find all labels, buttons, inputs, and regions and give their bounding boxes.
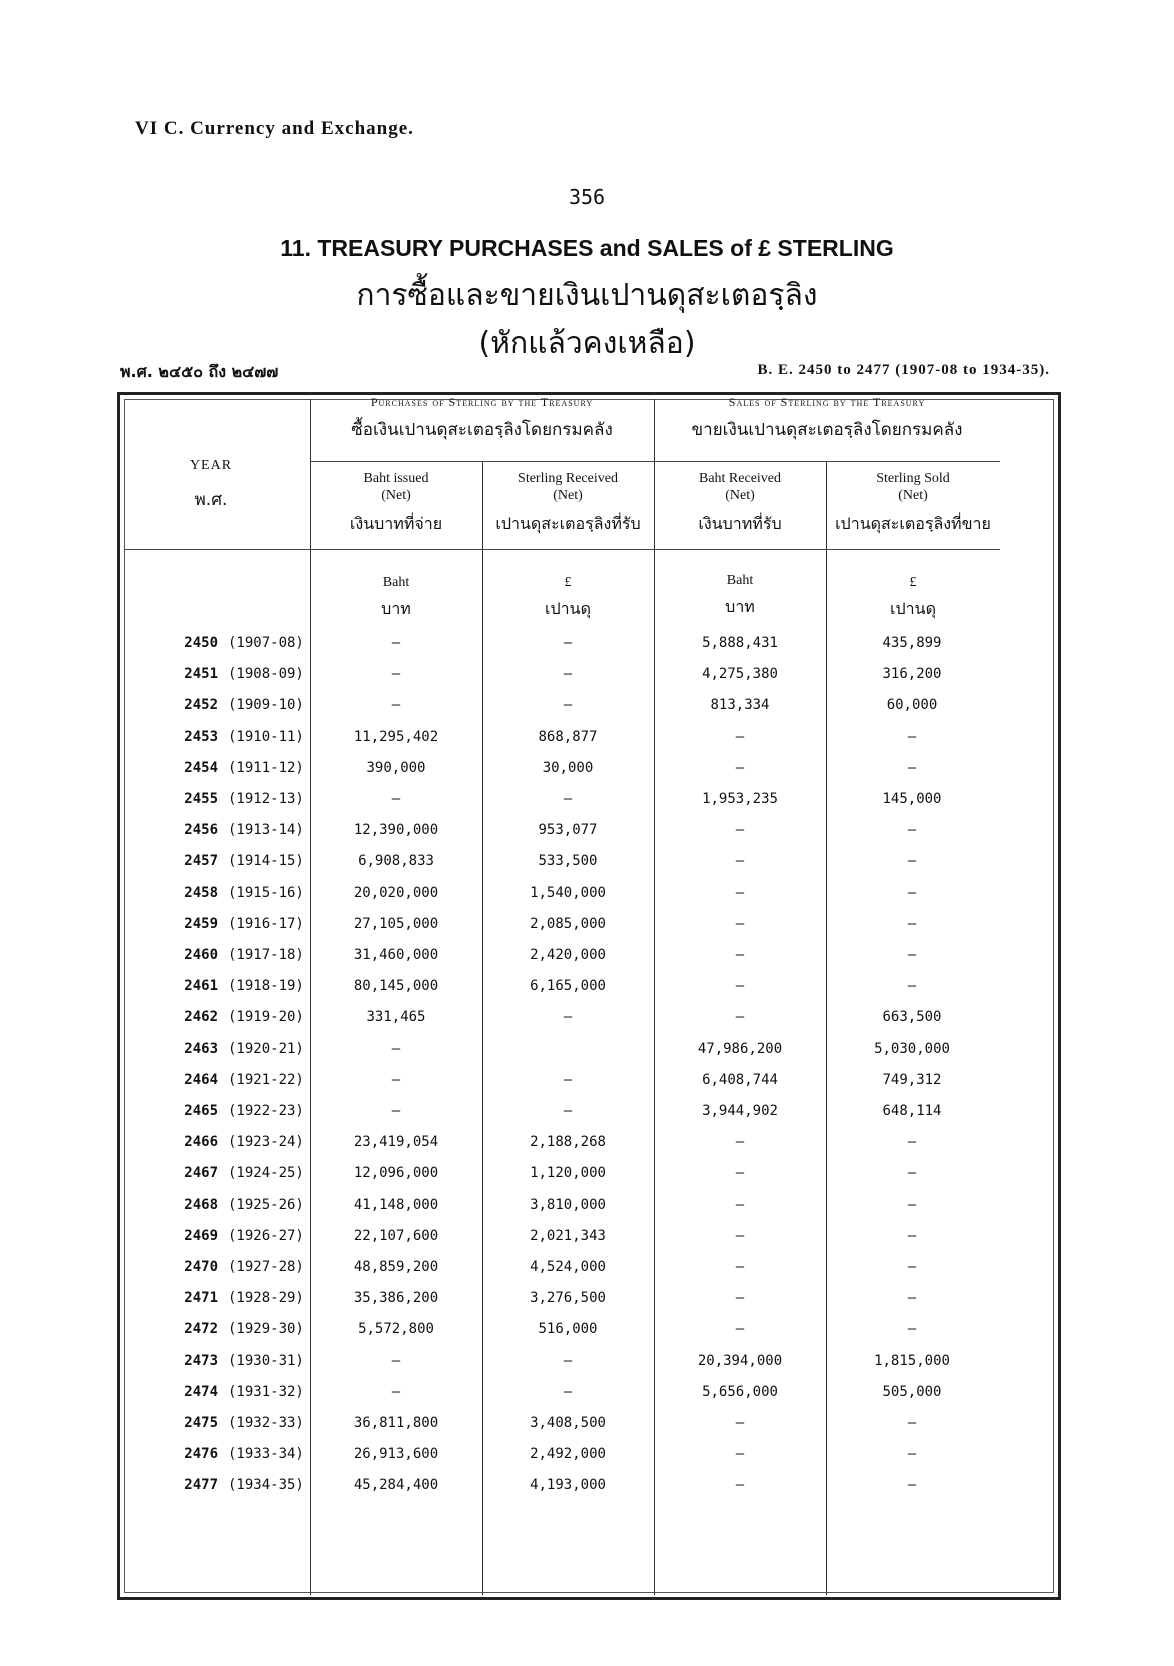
table-row bbox=[120, 697, 1064, 728]
column-net-label: (Net) bbox=[898, 488, 928, 503]
year-be: 2471 bbox=[184, 1290, 218, 1307]
cell-sterling-received: 1,120,000 bbox=[530, 1165, 606, 1182]
cell-baht-received: — bbox=[735, 1290, 745, 1307]
year-be: 2474 bbox=[184, 1383, 218, 1400]
unit-sterling-sold bbox=[826, 575, 1000, 622]
section-heading: VI C. Currency and Exchange. bbox=[135, 118, 414, 139]
table-title-thai: การซื้อและขายเงินเปานดุสะเตอรฺลิง bbox=[356, 278, 818, 313]
cell-baht-received: 1,953,235 bbox=[702, 791, 778, 807]
cell-baht-received: — bbox=[735, 884, 745, 901]
table-row bbox=[120, 1072, 1064, 1103]
column-header-baht-issued bbox=[310, 470, 482, 537]
cell-baht-issued: 36,811,800 bbox=[353, 1415, 439, 1431]
cell-baht-issued: 48,859,200 bbox=[353, 1259, 439, 1275]
year-ce: (1928-29) bbox=[228, 1290, 304, 1307]
cell-sterling-received: 3,408,500 bbox=[530, 1415, 606, 1431]
purchases-group-header bbox=[310, 395, 654, 443]
year-ce: (1907-08) bbox=[228, 635, 304, 651]
year-be: 2464 bbox=[184, 1071, 218, 1088]
table-row bbox=[120, 1384, 1064, 1415]
cell-sterling-received: — bbox=[563, 1071, 573, 1088]
year-ce: (1924-25) bbox=[228, 1165, 304, 1182]
year-be: 2456 bbox=[184, 822, 218, 839]
cell-sterling-sold: — bbox=[907, 947, 917, 963]
unit-baht-issued bbox=[310, 575, 482, 622]
column-net-label: (Net) bbox=[553, 488, 583, 503]
year-be: 2465 bbox=[184, 1103, 218, 1119]
year-be: 2475 bbox=[184, 1415, 218, 1431]
year-ce: (1915-16) bbox=[228, 884, 304, 901]
cell-baht-issued: 41,148,000 bbox=[353, 1196, 439, 1213]
table-row bbox=[120, 1321, 1064, 1352]
cell-baht-received: — bbox=[735, 1415, 745, 1431]
cell-baht-issued: 5,572,800 bbox=[358, 1321, 434, 1338]
year-be: 2472 bbox=[184, 1321, 218, 1338]
table-row bbox=[120, 760, 1064, 791]
purchases-group-label: Purchases of Sterling by the Treasury bbox=[370, 395, 594, 409]
cell-baht-received: — bbox=[735, 1477, 745, 1494]
cell-baht-received: — bbox=[735, 978, 745, 995]
cell-baht-issued: 23,419,054 bbox=[353, 1134, 439, 1151]
column-label: Baht issued bbox=[363, 471, 429, 486]
cell-sterling-sold: — bbox=[907, 1446, 917, 1463]
table-row bbox=[120, 916, 1064, 947]
table-row bbox=[120, 1134, 1064, 1165]
column-net-label: (Net) bbox=[381, 488, 411, 503]
cell-baht-received: — bbox=[735, 1446, 745, 1463]
cell-sterling-sold: — bbox=[907, 853, 917, 870]
cell-sterling-sold: 60,000 bbox=[886, 697, 938, 714]
column-label: Sterling Received bbox=[518, 471, 618, 486]
cell-sterling-sold: 435,899 bbox=[882, 635, 942, 651]
table-row bbox=[120, 1259, 1064, 1290]
cell-baht-received: — bbox=[735, 759, 745, 776]
table-row bbox=[120, 885, 1064, 916]
table-row bbox=[120, 947, 1064, 978]
unit-baht-received bbox=[654, 573, 826, 620]
unit-label: Baht bbox=[382, 575, 410, 590]
cell-sterling-sold: 1,815,000 bbox=[874, 1352, 950, 1369]
cell-sterling-received: 1,540,000 bbox=[530, 884, 606, 901]
table-frame bbox=[117, 392, 1061, 1600]
year-range-english: B. E. 2450 to 2477 (1907-08 to 1934-35). bbox=[757, 362, 1050, 378]
cell-sterling-received: — bbox=[563, 666, 573, 683]
cell-sterling-sold: — bbox=[907, 1227, 917, 1244]
year-be: 2462 bbox=[184, 1009, 218, 1026]
cell-sterling-sold: — bbox=[907, 1165, 917, 1182]
year-ce: (1930-31) bbox=[228, 1352, 304, 1369]
year-ce: (1923-24) bbox=[228, 1134, 304, 1151]
cell-baht-received: 20,394,000 bbox=[697, 1352, 783, 1369]
cell-baht-issued: — bbox=[391, 1352, 401, 1369]
cell-sterling-received: 2,085,000 bbox=[530, 915, 606, 932]
cell-baht-received: — bbox=[735, 1009, 745, 1026]
year-column-header-thai: พ.ศ. bbox=[194, 490, 228, 510]
header-bottom-rule bbox=[124, 549, 1000, 550]
cell-sterling-received: 516,000 bbox=[538, 1321, 598, 1338]
year-ce: (1918-19) bbox=[228, 978, 304, 995]
unit-label: £ bbox=[564, 575, 572, 590]
cell-baht-received: — bbox=[735, 728, 745, 745]
cell-baht-issued: 390,000 bbox=[366, 759, 426, 776]
unit-label-thai: บาท bbox=[381, 599, 411, 618]
year-be: 2460 bbox=[184, 947, 218, 963]
cell-baht-received: 3,944,902 bbox=[702, 1103, 778, 1119]
year-be: 2467 bbox=[184, 1165, 218, 1182]
purchases-group-label-thai: ซื้อเงินเปานดุสะเตอรฺลิงโดยกรมคลัง bbox=[351, 420, 613, 440]
table-row bbox=[120, 1228, 1064, 1259]
table-row bbox=[120, 1103, 1064, 1134]
year-ce: (1911-12) bbox=[228, 759, 304, 776]
year-column-header: YEAR bbox=[189, 458, 233, 473]
table-row bbox=[120, 1009, 1064, 1040]
year-be: 2455 bbox=[184, 791, 218, 807]
unit-label-thai: บาท bbox=[725, 597, 755, 616]
unit-label-thai: เปานดุ bbox=[545, 599, 591, 618]
table-row bbox=[120, 791, 1064, 822]
year-be: 2466 bbox=[184, 1134, 218, 1151]
cell-sterling-sold: — bbox=[907, 1196, 917, 1213]
sales-group-label: Sales of Sterling by the Treasury bbox=[728, 395, 926, 409]
table-row bbox=[120, 822, 1064, 853]
cell-sterling-sold: 145,000 bbox=[882, 791, 942, 807]
year-be: 2470 bbox=[184, 1259, 218, 1275]
cell-sterling-sold: 648,114 bbox=[882, 1103, 942, 1119]
column-label-thai: เปานดุสะเตอรฺลิงที่ขาย bbox=[835, 514, 991, 533]
year-ce: (1925-26) bbox=[228, 1196, 304, 1213]
cell-sterling-received: — bbox=[563, 635, 573, 651]
year-ce: (1913-14) bbox=[228, 822, 304, 839]
column-label: Sterling Sold bbox=[876, 471, 950, 486]
column-header-baht-received bbox=[654, 470, 826, 537]
year-ce: (1931-32) bbox=[228, 1383, 304, 1400]
year-ce: (1912-13) bbox=[228, 791, 304, 807]
cell-sterling-received: 3,810,000 bbox=[530, 1196, 606, 1213]
cell-baht-issued: — bbox=[391, 1103, 401, 1119]
year-ce: (1916-17) bbox=[228, 915, 304, 932]
table-row bbox=[120, 1415, 1064, 1446]
cell-baht-issued: 80,145,000 bbox=[353, 978, 439, 995]
cell-baht-issued: 11,295,402 bbox=[353, 728, 439, 745]
cell-baht-received: — bbox=[735, 822, 745, 839]
cell-baht-received: — bbox=[735, 947, 745, 963]
table-row bbox=[120, 635, 1064, 666]
table-row bbox=[120, 978, 1064, 1009]
cell-baht-issued: — bbox=[391, 1071, 401, 1088]
cell-baht-received: — bbox=[735, 915, 745, 932]
cell-sterling-received: 2,492,000 bbox=[530, 1446, 606, 1463]
cell-sterling-sold: — bbox=[907, 915, 917, 932]
table-row bbox=[120, 1165, 1064, 1196]
table-row bbox=[120, 1353, 1064, 1384]
year-ce: (1926-27) bbox=[228, 1227, 304, 1244]
cell-baht-issued: — bbox=[391, 791, 401, 807]
cell-sterling-sold: — bbox=[907, 1259, 917, 1275]
cell-sterling-received: 2,420,000 bbox=[530, 947, 606, 963]
table-row bbox=[120, 1477, 1064, 1508]
cell-baht-issued: 35,386,200 bbox=[353, 1290, 439, 1307]
year-ce: (1929-30) bbox=[228, 1321, 304, 1338]
year-be: 2453 bbox=[184, 728, 218, 745]
column-label: Baht Received bbox=[698, 471, 782, 486]
cell-baht-received: — bbox=[735, 1165, 745, 1182]
year-ce: (1921-22) bbox=[228, 1071, 304, 1088]
cell-baht-received: 813,334 bbox=[710, 697, 770, 714]
cell-sterling-received: 868,877 bbox=[538, 728, 598, 745]
column-label-thai: เงินบาทที่รับ bbox=[698, 514, 782, 533]
table-row bbox=[120, 1041, 1064, 1072]
column-label-thai: เงินบาทที่จ่าย bbox=[349, 514, 443, 533]
year-be: 2459 bbox=[184, 915, 218, 932]
cell-sterling-sold: — bbox=[907, 1321, 917, 1338]
year-ce: (1922-23) bbox=[228, 1103, 304, 1119]
table-row bbox=[120, 853, 1064, 884]
cell-baht-received: — bbox=[735, 1321, 745, 1338]
cell-baht-issued: 12,096,000 bbox=[353, 1165, 439, 1182]
cell-baht-issued: 6,908,833 bbox=[358, 853, 434, 870]
group-header-rule bbox=[310, 461, 1000, 462]
cell-sterling-received: — bbox=[563, 1103, 573, 1119]
cell-sterling-received: 30,000 bbox=[542, 759, 594, 776]
cell-baht-issued: — bbox=[391, 697, 401, 714]
table-row bbox=[120, 729, 1064, 760]
cell-sterling-sold: — bbox=[907, 1477, 917, 1494]
year-ce: (1934-35) bbox=[228, 1477, 304, 1494]
year-ce: (1919-20) bbox=[228, 1009, 304, 1026]
year-be: 2454 bbox=[184, 759, 218, 776]
cell-sterling-sold: 5,030,000 bbox=[874, 1040, 950, 1057]
cell-baht-issued: — bbox=[391, 635, 401, 651]
cell-baht-issued: 331,465 bbox=[366, 1009, 426, 1026]
cell-baht-received: — bbox=[735, 853, 745, 870]
unit-sterling-received bbox=[482, 575, 654, 622]
cell-sterling-received: — bbox=[563, 1009, 573, 1026]
year-be: 2469 bbox=[184, 1227, 218, 1244]
year-ce: (1910-11) bbox=[228, 728, 304, 745]
cell-sterling-received: 2,188,268 bbox=[530, 1134, 606, 1151]
unit-label: £ bbox=[909, 575, 917, 590]
cell-sterling-sold: — bbox=[907, 1415, 917, 1431]
cell-sterling-received: 6,165,000 bbox=[530, 978, 606, 995]
table-subtitle-thai: (หักแล้วคงเหลือ) bbox=[478, 326, 696, 361]
cell-baht-issued: 22,107,600 bbox=[353, 1227, 439, 1244]
column-label-thai: เปานดุสะเตอรฺลิงที่รับ bbox=[495, 514, 641, 533]
year-be: 2451 bbox=[184, 666, 218, 683]
unit-label: Baht bbox=[726, 573, 754, 588]
year-be: 2468 bbox=[184, 1196, 218, 1213]
table-row bbox=[120, 1197, 1064, 1228]
cell-sterling-sold: — bbox=[907, 884, 917, 901]
cell-sterling-received: — bbox=[563, 791, 573, 807]
cell-baht-received: — bbox=[735, 1196, 745, 1213]
year-ce: (1909-10) bbox=[228, 697, 304, 714]
cell-sterling-received: 953,077 bbox=[538, 822, 598, 839]
sales-group-header bbox=[654, 395, 1000, 443]
cell-baht-issued: 12,390,000 bbox=[353, 822, 439, 839]
cell-baht-issued: — bbox=[391, 1383, 401, 1400]
table-row bbox=[120, 666, 1064, 697]
column-header-sterling-sold bbox=[826, 470, 1000, 537]
year-ce: (1908-09) bbox=[228, 666, 304, 683]
cell-baht-issued: 20,020,000 bbox=[353, 884, 439, 901]
cell-sterling-sold: — bbox=[907, 728, 917, 745]
cell-sterling-received: — bbox=[563, 1352, 573, 1369]
year-be: 2457 bbox=[184, 853, 218, 870]
cell-sterling-sold: 505,000 bbox=[882, 1383, 942, 1400]
cell-baht-received: 5,888,431 bbox=[702, 635, 778, 651]
year-be: 2463 bbox=[184, 1040, 218, 1057]
year-ce: (1927-28) bbox=[228, 1259, 304, 1275]
cell-baht-received: 47,986,200 bbox=[697, 1040, 783, 1057]
sales-group-label-thai: ขายเงินเปานดุสะเตอรฺลิงโดยกรมคลัง bbox=[691, 420, 963, 440]
cell-baht-issued: — bbox=[391, 1040, 401, 1057]
cell-sterling-received: 3,276,500 bbox=[530, 1290, 606, 1307]
cell-sterling-sold: 749,312 bbox=[882, 1071, 942, 1088]
unit-label-thai: เปานดุ bbox=[890, 599, 936, 618]
cell-sterling-sold: 663,500 bbox=[882, 1009, 942, 1026]
cell-baht-issued: 26,913,600 bbox=[353, 1446, 439, 1463]
year-be: 2477 bbox=[184, 1477, 218, 1494]
cell-sterling-sold: — bbox=[907, 759, 917, 776]
cell-sterling-sold: — bbox=[907, 822, 917, 839]
cell-baht-issued: 27,105,000 bbox=[353, 915, 439, 932]
cell-sterling-received: 2,021,343 bbox=[530, 1227, 606, 1244]
table-row bbox=[120, 1290, 1064, 1321]
cell-sterling-received: — bbox=[563, 697, 573, 714]
cell-sterling-received: 4,524,000 bbox=[530, 1259, 606, 1275]
cell-sterling-sold: — bbox=[907, 1134, 917, 1151]
cell-baht-received: 4,275,380 bbox=[702, 666, 778, 683]
year-be: 2450 bbox=[184, 635, 218, 651]
year-range-thai: พ.ศ. ๒๔๕๐ ถึง ๒๔๗๗ bbox=[120, 362, 279, 381]
cell-sterling-sold: — bbox=[907, 1290, 917, 1307]
cell-sterling-received: — bbox=[563, 1383, 573, 1400]
year-ce: (1920-21) bbox=[228, 1040, 304, 1057]
year-be: 2458 bbox=[184, 884, 218, 901]
year-ce: (1933-34) bbox=[228, 1446, 304, 1463]
cell-baht-received: 6,408,744 bbox=[702, 1071, 778, 1088]
cell-sterling-received: 4,193,000 bbox=[530, 1477, 606, 1494]
cell-baht-issued: — bbox=[391, 666, 401, 683]
cell-sterling-sold: 316,200 bbox=[882, 666, 942, 683]
cell-baht-issued: 45,284,400 bbox=[353, 1477, 439, 1494]
cell-baht-received: — bbox=[735, 1134, 745, 1151]
year-ce: (1914-15) bbox=[228, 853, 304, 870]
year-be: 2476 bbox=[184, 1446, 218, 1463]
year-ce: (1917-18) bbox=[228, 947, 304, 963]
cell-baht-received: — bbox=[735, 1259, 745, 1275]
year-be: 2461 bbox=[184, 978, 218, 995]
table-title: 11. TREASURY PURCHASES and SALES of £ STERLING bbox=[280, 235, 894, 261]
year-ce: (1932-33) bbox=[228, 1415, 304, 1431]
cell-baht-received: — bbox=[735, 1227, 745, 1244]
table-row bbox=[120, 1446, 1064, 1477]
cell-sterling-received: 533,500 bbox=[538, 853, 598, 870]
cell-baht-issued: 31,460,000 bbox=[353, 947, 439, 963]
column-net-label: (Net) bbox=[725, 488, 755, 503]
cell-baht-received: 5,656,000 bbox=[702, 1383, 778, 1400]
year-be: 2473 bbox=[184, 1352, 218, 1369]
column-header-sterling-received bbox=[482, 470, 654, 537]
cell-sterling-sold: — bbox=[907, 978, 917, 995]
year-be: 2452 bbox=[184, 697, 218, 714]
page-number: 356 bbox=[568, 185, 606, 209]
